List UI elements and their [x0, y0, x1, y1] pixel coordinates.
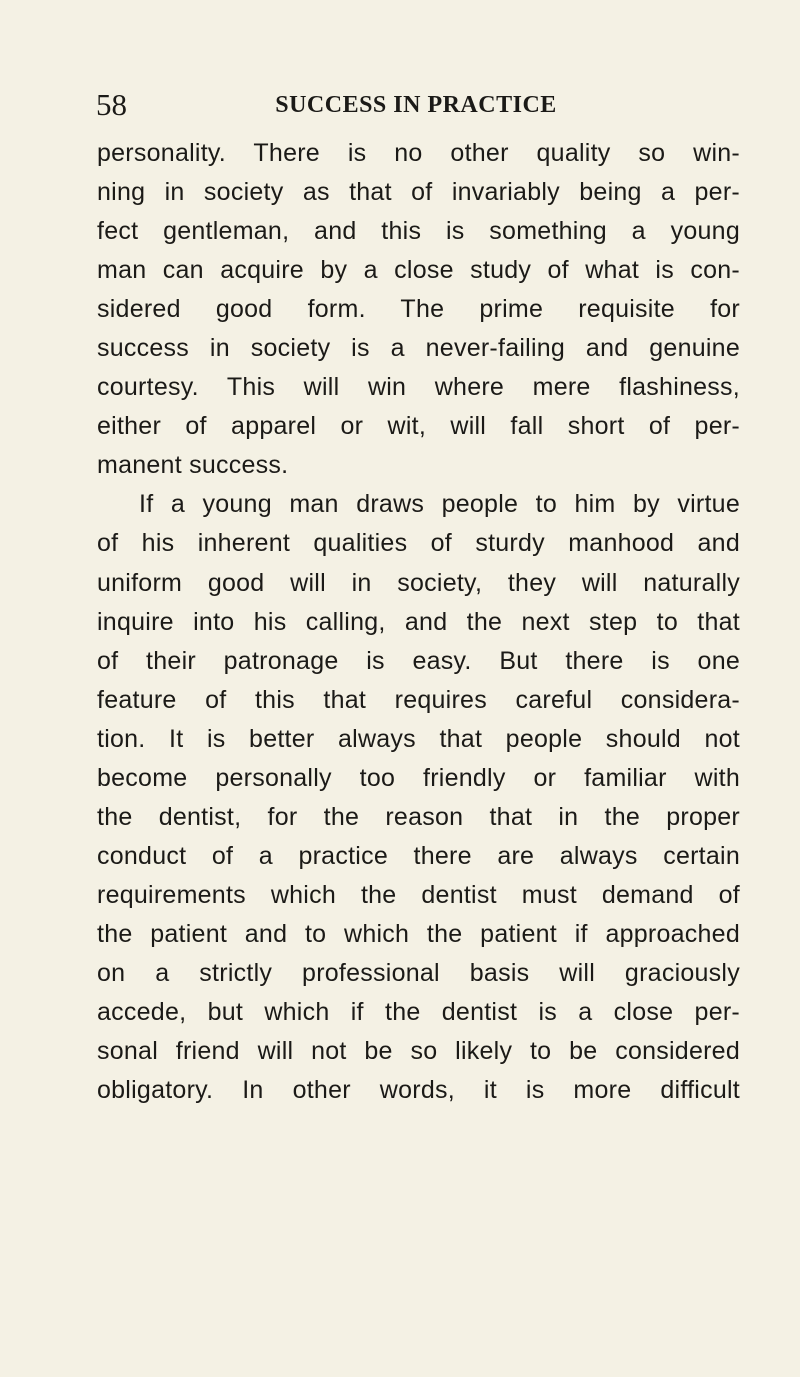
text-line: personality. There is no other quality so win-: [97, 139, 740, 167]
text-line: obligatory. In other words, it is more difficult: [97, 1076, 740, 1105]
text-line: sonal friend will not be so likely to be considered: [97, 1037, 740, 1066]
text-line: on a strictly professional basis will graciously: [97, 958, 740, 987]
text-line: uniform good will in society, they will naturally: [97, 568, 740, 597]
text-line: ning in society as that of invariably being a per-: [97, 178, 740, 207]
page-number: 58: [96, 87, 127, 122]
text-line: fect gentleman, and this is something a young: [97, 217, 740, 246]
text-line: manent success.: [97, 451, 289, 480]
running-title: SUCCESS IN PRACTICE: [275, 92, 557, 118]
text-line: accede, but which if the dentist is a close per-: [97, 998, 740, 1027]
body-text: [97, 134, 740, 1110]
running-head: [96, 88, 736, 122]
text-line: inquire into his calling, and the next step to that: [97, 607, 740, 636]
text-line: conduct of a practice there are always certain: [97, 841, 740, 870]
text-line: man can acquire by a close study of what is con-: [97, 256, 740, 285]
text-line: feature of this that requires careful considera-: [97, 685, 740, 714]
text-line: the dentist, for the reason that in the proper: [97, 802, 740, 831]
text-line: of their patronage is easy. But there is one: [97, 646, 740, 675]
text-line: of his inherent qualities of sturdy manhood and: [97, 529, 740, 558]
text-line: sidered good form. The prime requisite for: [97, 295, 740, 324]
text-line: the patient and to which the patient if approached: [97, 919, 740, 948]
text-line: courtesy. This will win where mere flashiness,: [97, 373, 740, 402]
text-line: become personally too friendly or familiar with: [97, 763, 740, 792]
text-line: If a young man draws people to him by virtue: [139, 490, 740, 519]
text-line: requirements which the dentist must demand of: [97, 880, 740, 909]
text-line: tion. It is better always that people should not: [97, 724, 740, 753]
text-line: success in society is a never-failing and genuine: [97, 334, 740, 363]
text-line: either of apparel or wit, will fall short of per-: [97, 412, 740, 441]
